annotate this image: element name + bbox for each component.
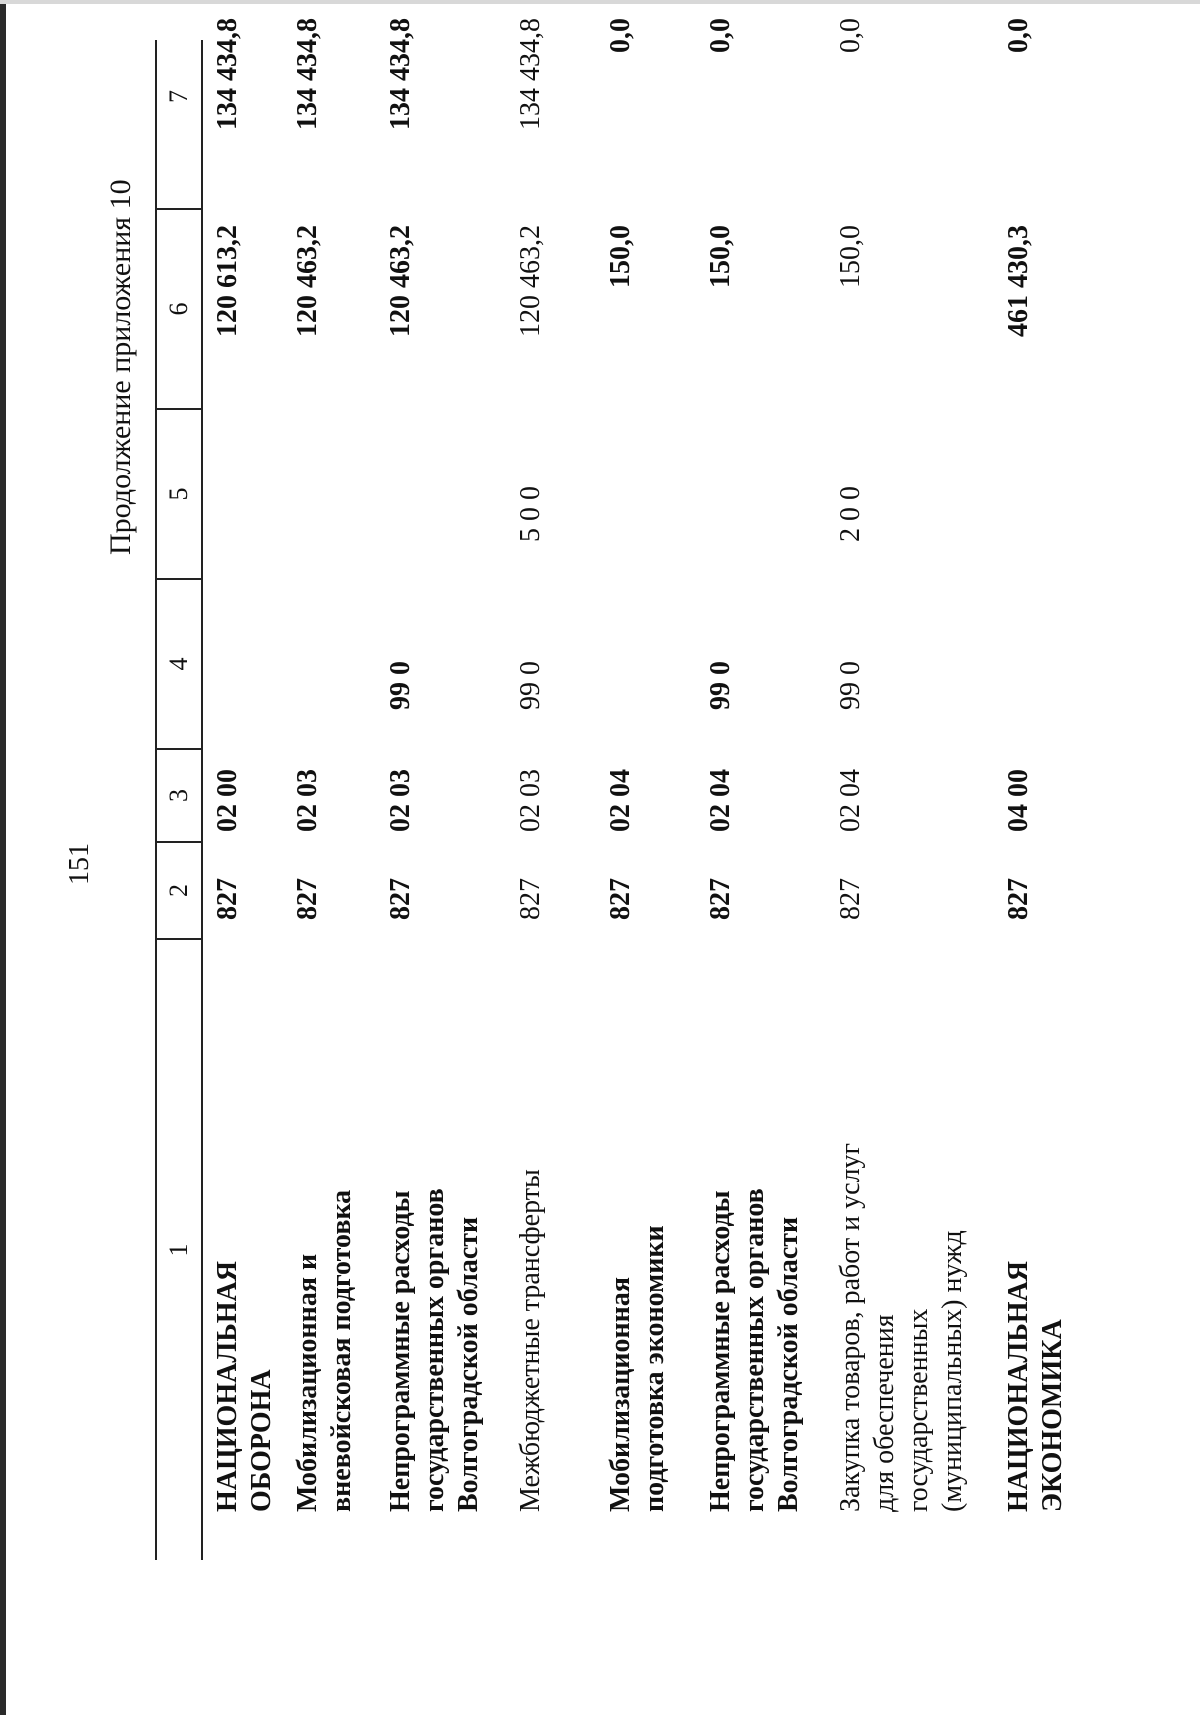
page-number: 151: [64, 843, 95, 885]
cell-c5: 2 0 0: [835, 486, 866, 542]
row-label: НАЦИОНАЛЬНАЯ ОБОРОНА: [212, 1261, 277, 1512]
row-label: Мобилизационная подготовка экономики: [605, 1225, 670, 1512]
cell-c7: 0,0: [605, 18, 636, 53]
cell-c8: [1002, 0, 1036, 20]
table-row: [203, 18, 277, 1560]
cell-c7: 134 434,8: [385, 18, 416, 130]
cell-c6: 150,0: [835, 225, 866, 288]
cell-c3: 02 04: [705, 769, 736, 832]
row-label: Непрограммные расходы государственных органов Волгоградской области: [385, 1188, 484, 1512]
cell-c2: 827: [1003, 878, 1034, 920]
header-col-2: 2: [164, 884, 193, 897]
row-label: Непрограммные расходы государственных органов Волгоградской области: [705, 1188, 804, 1512]
cell-c6: 461 430,3: [1003, 225, 1034, 337]
cell-c2: 827: [515, 878, 546, 920]
header-col-7: 7: [164, 90, 193, 103]
cell-c4: 99 0: [705, 661, 736, 710]
row-label: Межбюджетные трансферты: [515, 1169, 546, 1512]
table-row: [506, 18, 578, 1560]
cell-c6: 120 463,2: [292, 225, 323, 337]
table-row: [826, 18, 976, 1560]
header-col-1: 1: [164, 1243, 193, 1257]
cell-c7: 0,0: [835, 18, 866, 53]
cell-c7: 134 434,8: [292, 18, 323, 130]
cell-c7: 134 434,8: [212, 18, 243, 130]
cell-c6: 120 463,2: [385, 225, 416, 337]
cell-c2: 827: [705, 878, 736, 920]
cell-c8: [704, 0, 738, 20]
cell-c6: 120 463,2: [515, 225, 546, 337]
cell-c2: 827: [605, 878, 636, 920]
cell-c7: 0,0: [1003, 18, 1034, 53]
cell-c2: 827: [292, 878, 323, 920]
budget-table: [155, 18, 1094, 1560]
header-col-3: 3: [164, 789, 193, 802]
cell-c8: [834, 0, 868, 20]
header-col-5: 5: [164, 487, 193, 501]
cell-c8: [514, 0, 548, 20]
cell-c7: 134 434,8: [515, 18, 546, 130]
cell-c6: 150,0: [705, 225, 736, 288]
row-label: НАЦИОНАЛЬНАЯ ЭКОНОМИКА: [1003, 1261, 1068, 1512]
cell-c4: 99 0: [385, 661, 416, 710]
cell-c8: [604, 0, 638, 20]
table-row: [994, 18, 1076, 1560]
cell-c3: 02 03: [292, 769, 323, 832]
header-col-6: 6: [164, 302, 193, 316]
cell-c7: 0,0: [705, 18, 736, 53]
cell-c8: [384, 0, 418, 20]
cell-c4: 99 0: [515, 661, 546, 710]
cell-c6: 120 613,2: [212, 225, 243, 337]
cell-c3: 02 04: [605, 769, 636, 832]
table-row: [283, 18, 358, 1560]
table-row: [596, 18, 678, 1560]
cell-c6: 150,0: [605, 225, 636, 288]
cell-c4: 99 0: [835, 661, 866, 710]
header-col-4: 4: [164, 657, 193, 671]
table-header: [155, 40, 203, 1560]
cell-c2: 827: [385, 878, 416, 920]
cell-c8: [291, 0, 325, 20]
cell-c3: 02 03: [385, 769, 416, 832]
row-label: Закупка товаров, работ и услуг для обеспечения государственных (муниципальных) нужд: [835, 1142, 968, 1512]
continuation-note: Продолжение приложения 10: [104, 179, 137, 555]
cell-c3: 02 00: [212, 769, 243, 832]
cell-c8: [211, 0, 245, 20]
row-label: Мобилизационная и вневойсковая подготовка: [292, 1189, 357, 1512]
table-row: [376, 18, 488, 1560]
table-row: [696, 18, 808, 1560]
cell-c3: 02 04: [835, 769, 866, 832]
cell-c2: 827: [212, 878, 243, 920]
cell-c3: 02 03: [515, 769, 546, 832]
cell-c5: 5 0 0: [515, 486, 546, 542]
table-body: [203, 18, 1076, 1560]
cell-c2: 827: [835, 878, 866, 920]
cell-c3: 04 00: [1003, 769, 1034, 832]
